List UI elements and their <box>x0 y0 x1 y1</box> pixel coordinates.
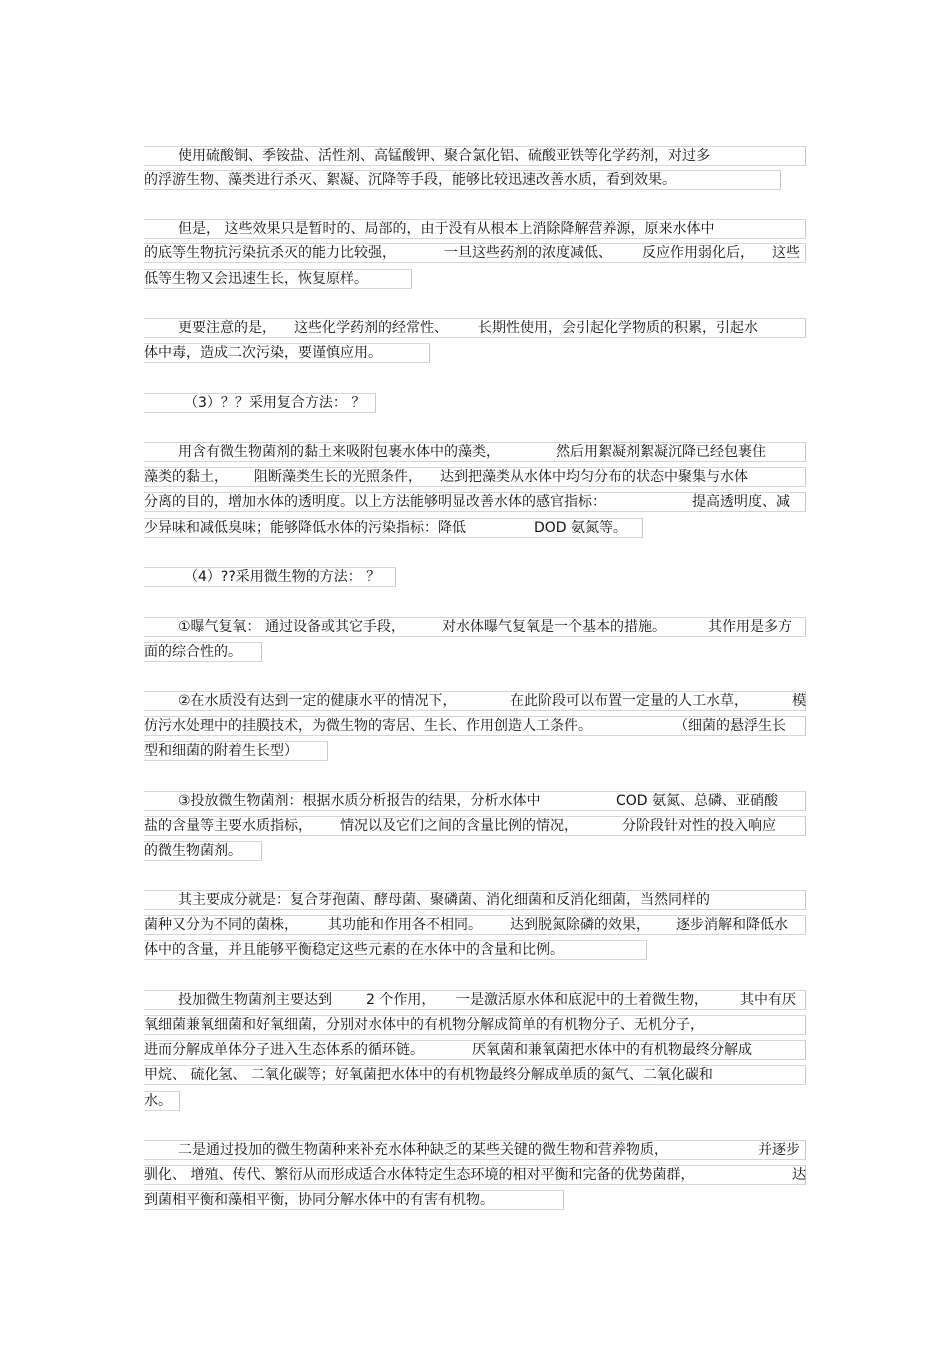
text: 低等生物又会迅速生长，恢复原样。 <box>144 271 368 287</box>
text: 驯化、 增殖、传代、繁衍从而形成适合水体特定生态环境的相对平衡和完备的优势菌群， <box>144 1167 695 1183</box>
text: （细菌的悬浮生长 <box>674 718 786 734</box>
text: 达到把藻类从水体中均匀分布的状态中聚集与水体 <box>440 469 748 485</box>
text: 然后用絮凝剂絮凝沉降已经包裹住 <box>556 444 766 460</box>
text: 的底等生物抗污染抗杀灭的能力比较强， <box>144 245 396 261</box>
text: 在此阶段可以布置一定量的人工水草， <box>510 693 748 709</box>
text: 反应作用弱化后， <box>642 245 754 261</box>
text: 逐步消解和降低水 <box>676 917 788 933</box>
text: 阻断藻类生长的光照条件， <box>254 469 422 485</box>
text: 并逐步 <box>758 1142 800 1158</box>
text: 提高透明度、减 <box>692 494 790 510</box>
text: 模 <box>792 693 806 709</box>
text: 菌种又分为不同的菌株， <box>144 917 298 933</box>
text: 其作用是多方 <box>708 619 792 635</box>
text: ③投放微生物菌剂：根据水质分析报告的结果，分析水体中 <box>178 793 541 809</box>
text: 体中毒，造成二次污染，要谨慎应用。 <box>144 345 382 361</box>
text: 仿污水处理中的挂膜技术，为微生物的寄居、生长、作用创造人工条件。 <box>144 718 592 734</box>
text: 体中的含量，并且能够平衡稳定这些元素的在水体中的含量和比例。 <box>144 942 564 958</box>
text: 2 个作用， <box>366 992 436 1008</box>
text: 少异味和减低臭味；能够降低水体的污染指标：降低 <box>144 520 466 536</box>
text: DOD 氨氮等。 <box>534 520 628 536</box>
text: 更要注意的是， <box>178 320 276 336</box>
text: 但是， 这些效果只是暂时的、局部的，由于没有从根本上消除降解营养源，原来水体中 <box>178 221 715 237</box>
text: 的微生物菌剂。 <box>144 843 242 859</box>
text: 面的综合性的。 <box>144 644 242 660</box>
text: 二是通过投加的微生物菌种来补充水体种缺乏的某些关键的微生物和营养物质， <box>178 1142 668 1158</box>
text: 一是激活原水体和底泥中的土着微生物， <box>456 992 708 1008</box>
text: COD 氨氮、总磷、亚硝酸 <box>616 793 779 809</box>
text: 氧细菌兼氧细菌和好氧细菌，分别对水体中的有机物分解成简单的有机物分子、无机分子， <box>144 1017 704 1033</box>
heading-text: （3）？？采用复合方法： ？ <box>184 395 366 411</box>
text: 达到脱氮除磷的效果， <box>510 917 650 933</box>
text: 长期性使用，会引起化学物质的积累，引起水 <box>478 320 758 336</box>
text: ①曝气复氧： 通过设备或其它手段， <box>178 619 406 635</box>
text: 型和细菌的附着生长型） <box>144 743 298 759</box>
text: 对水体曝气复氧是一个基本的措施。 <box>442 619 666 635</box>
text: 甲烷、 硫化氢、 二氧化碳等；好氧菌把水体中的有机物最终分解成单质的氮气、二氧化碳和 <box>144 1067 713 1083</box>
text: 达 <box>792 1167 806 1183</box>
text: 盐的含量等主要水质指标， <box>144 818 312 834</box>
text: ②在水质没有达到一定的健康水平的情况下， <box>178 693 457 709</box>
text: 投加微生物菌剂主要达到 <box>178 992 332 1008</box>
text: 其功能和作用各不相同。 <box>328 917 482 933</box>
text: 用含有微生物菌剂的黏土来吸附包裹水体中的藻类， <box>178 444 500 460</box>
text: 到菌相平衡和藻相平衡，协同分解水体中的有害有机物。 <box>144 1192 494 1208</box>
text: 的浮游生物、藻类进行杀灭、絮凝、沉降等手段，能够比较迅速改善水质，看到效果。 <box>144 172 676 188</box>
heading-text: （4）??采用微生物的方法： ？ <box>184 569 381 585</box>
text: 进而分解成单体分子进入生态体系的循环链。 <box>144 1042 424 1058</box>
text: 分阶段针对性的投入响应 <box>622 818 776 834</box>
text: 这些化学药剂的经常性、 <box>294 320 448 336</box>
text: 水。 <box>144 1093 172 1109</box>
text: 其主要成分就是：复合芽孢菌、酵母菌、聚磷菌、消化细菌和反消化细菌，当然同样的 <box>178 892 710 908</box>
text: 厌氧菌和兼氧菌把水体中的有机物最终分解成 <box>472 1042 752 1058</box>
text: 藻类的黏土， <box>144 469 228 485</box>
text: 使用硫酸铜、季铵盐、活性剂、高锰酸钾、聚合氯化铝、硫酸亚铁等化学药剂，对过多 <box>178 148 710 164</box>
text: 一旦这些药剂的浓度减低、 <box>444 245 612 261</box>
text: 其中有厌 <box>740 992 796 1008</box>
text: 这些 <box>772 245 800 261</box>
text: 情况以及它们之间的含量比例的情况， <box>340 818 578 834</box>
text: 分离的目的，增加水体的透明度。以上方法能够明显改善水体的感官指标： <box>144 494 606 510</box>
